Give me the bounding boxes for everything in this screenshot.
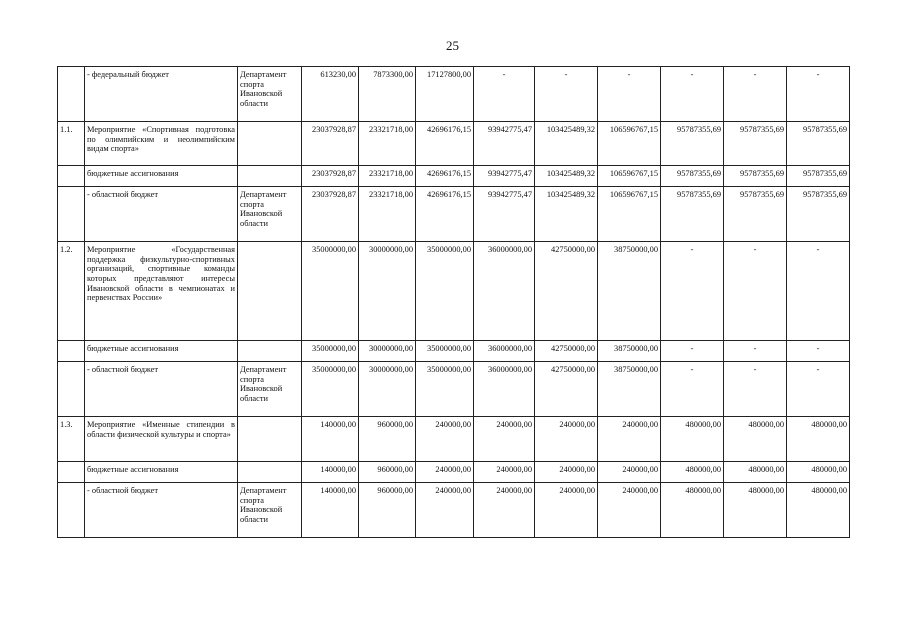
value-cell: 240000,00: [474, 462, 535, 483]
value-cell: 106596767,15: [598, 122, 661, 166]
value-cell: 23321718,00: [359, 122, 416, 166]
row-number: [58, 483, 85, 538]
value-cell: 95787355,69: [787, 187, 850, 242]
value-cell: 42750000,00: [535, 242, 598, 341]
value-cell: 960000,00: [359, 462, 416, 483]
value-cell: 38750000,00: [598, 341, 661, 362]
value-cell: -: [661, 67, 724, 122]
value-cell: 960000,00: [359, 483, 416, 538]
table-row: [58, 341, 850, 362]
value-cell: 17127800,00: [416, 67, 474, 122]
row-description: бюджетные ассигнования: [85, 166, 238, 187]
value-cell: 42750000,00: [535, 362, 598, 417]
value-cell: -: [787, 242, 850, 341]
row-executor: [238, 166, 302, 187]
value-cell: 7873300,00: [359, 67, 416, 122]
value-cell: 36000000,00: [474, 341, 535, 362]
row-number: [58, 166, 85, 187]
value-cell: 95787355,69: [787, 122, 850, 166]
value-cell: 42696176,15: [416, 122, 474, 166]
value-cell: 93942775,47: [474, 166, 535, 187]
value-cell: 95787355,69: [724, 122, 787, 166]
row-description: Мероприятие «Государственная поддержка физкультурно-спортивных организаций, спортивные команды которых представляют интересы Ивановской области в чемпионатах и первенствах России»: [85, 242, 238, 341]
value-cell: 35000000,00: [416, 341, 474, 362]
row-number: 1.2.: [58, 242, 85, 341]
table-row: [58, 417, 850, 462]
value-cell: 240000,00: [416, 483, 474, 538]
value-cell: 480000,00: [724, 483, 787, 538]
row-executor: Департамент спорта Ивановской области: [238, 362, 302, 417]
value-cell: 240000,00: [598, 417, 661, 462]
value-cell: 23037928,87: [302, 122, 359, 166]
value-cell: 35000000,00: [416, 242, 474, 341]
row-number: 1.1.: [58, 122, 85, 166]
value-cell: 106596767,15: [598, 166, 661, 187]
row-number: [58, 187, 85, 242]
value-cell: 42750000,00: [535, 341, 598, 362]
value-cell: 30000000,00: [359, 362, 416, 417]
value-cell: 240000,00: [598, 462, 661, 483]
value-cell: 93942775,47: [474, 122, 535, 166]
value-cell: -: [598, 67, 661, 122]
value-cell: -: [724, 362, 787, 417]
value-cell: 23037928,87: [302, 166, 359, 187]
value-cell: -: [787, 341, 850, 362]
row-description: бюджетные ассигнования: [85, 341, 238, 362]
value-cell: 480000,00: [661, 462, 724, 483]
value-cell: 36000000,00: [474, 362, 535, 417]
value-cell: 240000,00: [474, 417, 535, 462]
value-cell: 240000,00: [416, 462, 474, 483]
row-executor: [238, 417, 302, 462]
row-number: 1.3.: [58, 417, 85, 462]
value-cell: 23321718,00: [359, 166, 416, 187]
row-executor: [238, 242, 302, 341]
table-row: [58, 122, 850, 166]
value-cell: -: [787, 67, 850, 122]
value-cell: 140000,00: [302, 417, 359, 462]
table-row: [58, 362, 850, 417]
row-number: [58, 462, 85, 483]
value-cell: 42696176,15: [416, 166, 474, 187]
value-cell: 240000,00: [474, 483, 535, 538]
value-cell: 103425489,32: [535, 166, 598, 187]
value-cell: 38750000,00: [598, 362, 661, 417]
value-cell: 35000000,00: [302, 341, 359, 362]
value-cell: 95787355,69: [787, 166, 850, 187]
value-cell: 240000,00: [535, 462, 598, 483]
value-cell: 42696176,15: [416, 187, 474, 242]
value-cell: 36000000,00: [474, 242, 535, 341]
table-row: [58, 483, 850, 538]
value-cell: -: [724, 341, 787, 362]
value-cell: -: [787, 362, 850, 417]
value-cell: -: [535, 67, 598, 122]
value-cell: 23321718,00: [359, 187, 416, 242]
table-row: [58, 166, 850, 187]
table-row: [58, 242, 850, 341]
value-cell: 140000,00: [302, 462, 359, 483]
value-cell: 480000,00: [661, 483, 724, 538]
row-description: - федеральный бюджет: [85, 67, 238, 122]
value-cell: 35000000,00: [416, 362, 474, 417]
value-cell: 240000,00: [598, 483, 661, 538]
budget-table: [57, 66, 850, 538]
value-cell: -: [661, 242, 724, 341]
value-cell: 140000,00: [302, 483, 359, 538]
page-number: 25: [446, 38, 459, 53]
value-cell: 960000,00: [359, 417, 416, 462]
value-cell: 35000000,00: [302, 242, 359, 341]
value-cell: 613230,00: [302, 67, 359, 122]
value-cell: 103425489,32: [535, 122, 598, 166]
value-cell: 240000,00: [535, 483, 598, 538]
value-cell: 23037928,87: [302, 187, 359, 242]
row-number: [58, 67, 85, 122]
value-cell: 95787355,69: [724, 166, 787, 187]
value-cell: -: [724, 67, 787, 122]
row-executor: Департамент спорта Ивановской области: [238, 187, 302, 242]
value-cell: 93942775,47: [474, 187, 535, 242]
value-cell: 480000,00: [661, 417, 724, 462]
row-number: [58, 362, 85, 417]
row-description: бюджетные ассигнования: [85, 462, 238, 483]
value-cell: 106596767,15: [598, 187, 661, 242]
row-executor: Департамент спорта Ивановской области: [238, 483, 302, 538]
value-cell: -: [724, 242, 787, 341]
value-cell: 480000,00: [787, 483, 850, 538]
row-description: - областной бюджет: [85, 483, 238, 538]
value-cell: -: [661, 341, 724, 362]
value-cell: 480000,00: [787, 417, 850, 462]
value-cell: 95787355,69: [724, 187, 787, 242]
value-cell: 103425489,32: [535, 187, 598, 242]
value-cell: 30000000,00: [359, 242, 416, 341]
value-cell: 240000,00: [535, 417, 598, 462]
row-description: - областной бюджет: [85, 362, 238, 417]
row-description: Мероприятие «Именные стипендии в области физической культуры и спорта»: [85, 417, 238, 462]
value-cell: 95787355,69: [661, 187, 724, 242]
table-row: [58, 462, 850, 483]
value-cell: 95787355,69: [661, 122, 724, 166]
value-cell: 95787355,69: [661, 166, 724, 187]
value-cell: 30000000,00: [359, 341, 416, 362]
value-cell: 480000,00: [724, 417, 787, 462]
row-executor: Департамент спорта Ивановской области: [238, 67, 302, 122]
value-cell: 35000000,00: [302, 362, 359, 417]
table-row: [58, 187, 850, 242]
table-row: [58, 67, 850, 122]
row-executor: [238, 462, 302, 483]
row-number: [58, 341, 85, 362]
row-executor: [238, 341, 302, 362]
row-description: - областной бюджет: [85, 187, 238, 242]
value-cell: -: [474, 67, 535, 122]
value-cell: -: [661, 362, 724, 417]
value-cell: 240000,00: [416, 417, 474, 462]
value-cell: 480000,00: [724, 462, 787, 483]
row-executor: [238, 122, 302, 166]
value-cell: 38750000,00: [598, 242, 661, 341]
value-cell: 480000,00: [787, 462, 850, 483]
row-description: Мероприятие «Спортивная подготовка по олимпийским и неолимпийским видам спорта»: [85, 122, 238, 166]
